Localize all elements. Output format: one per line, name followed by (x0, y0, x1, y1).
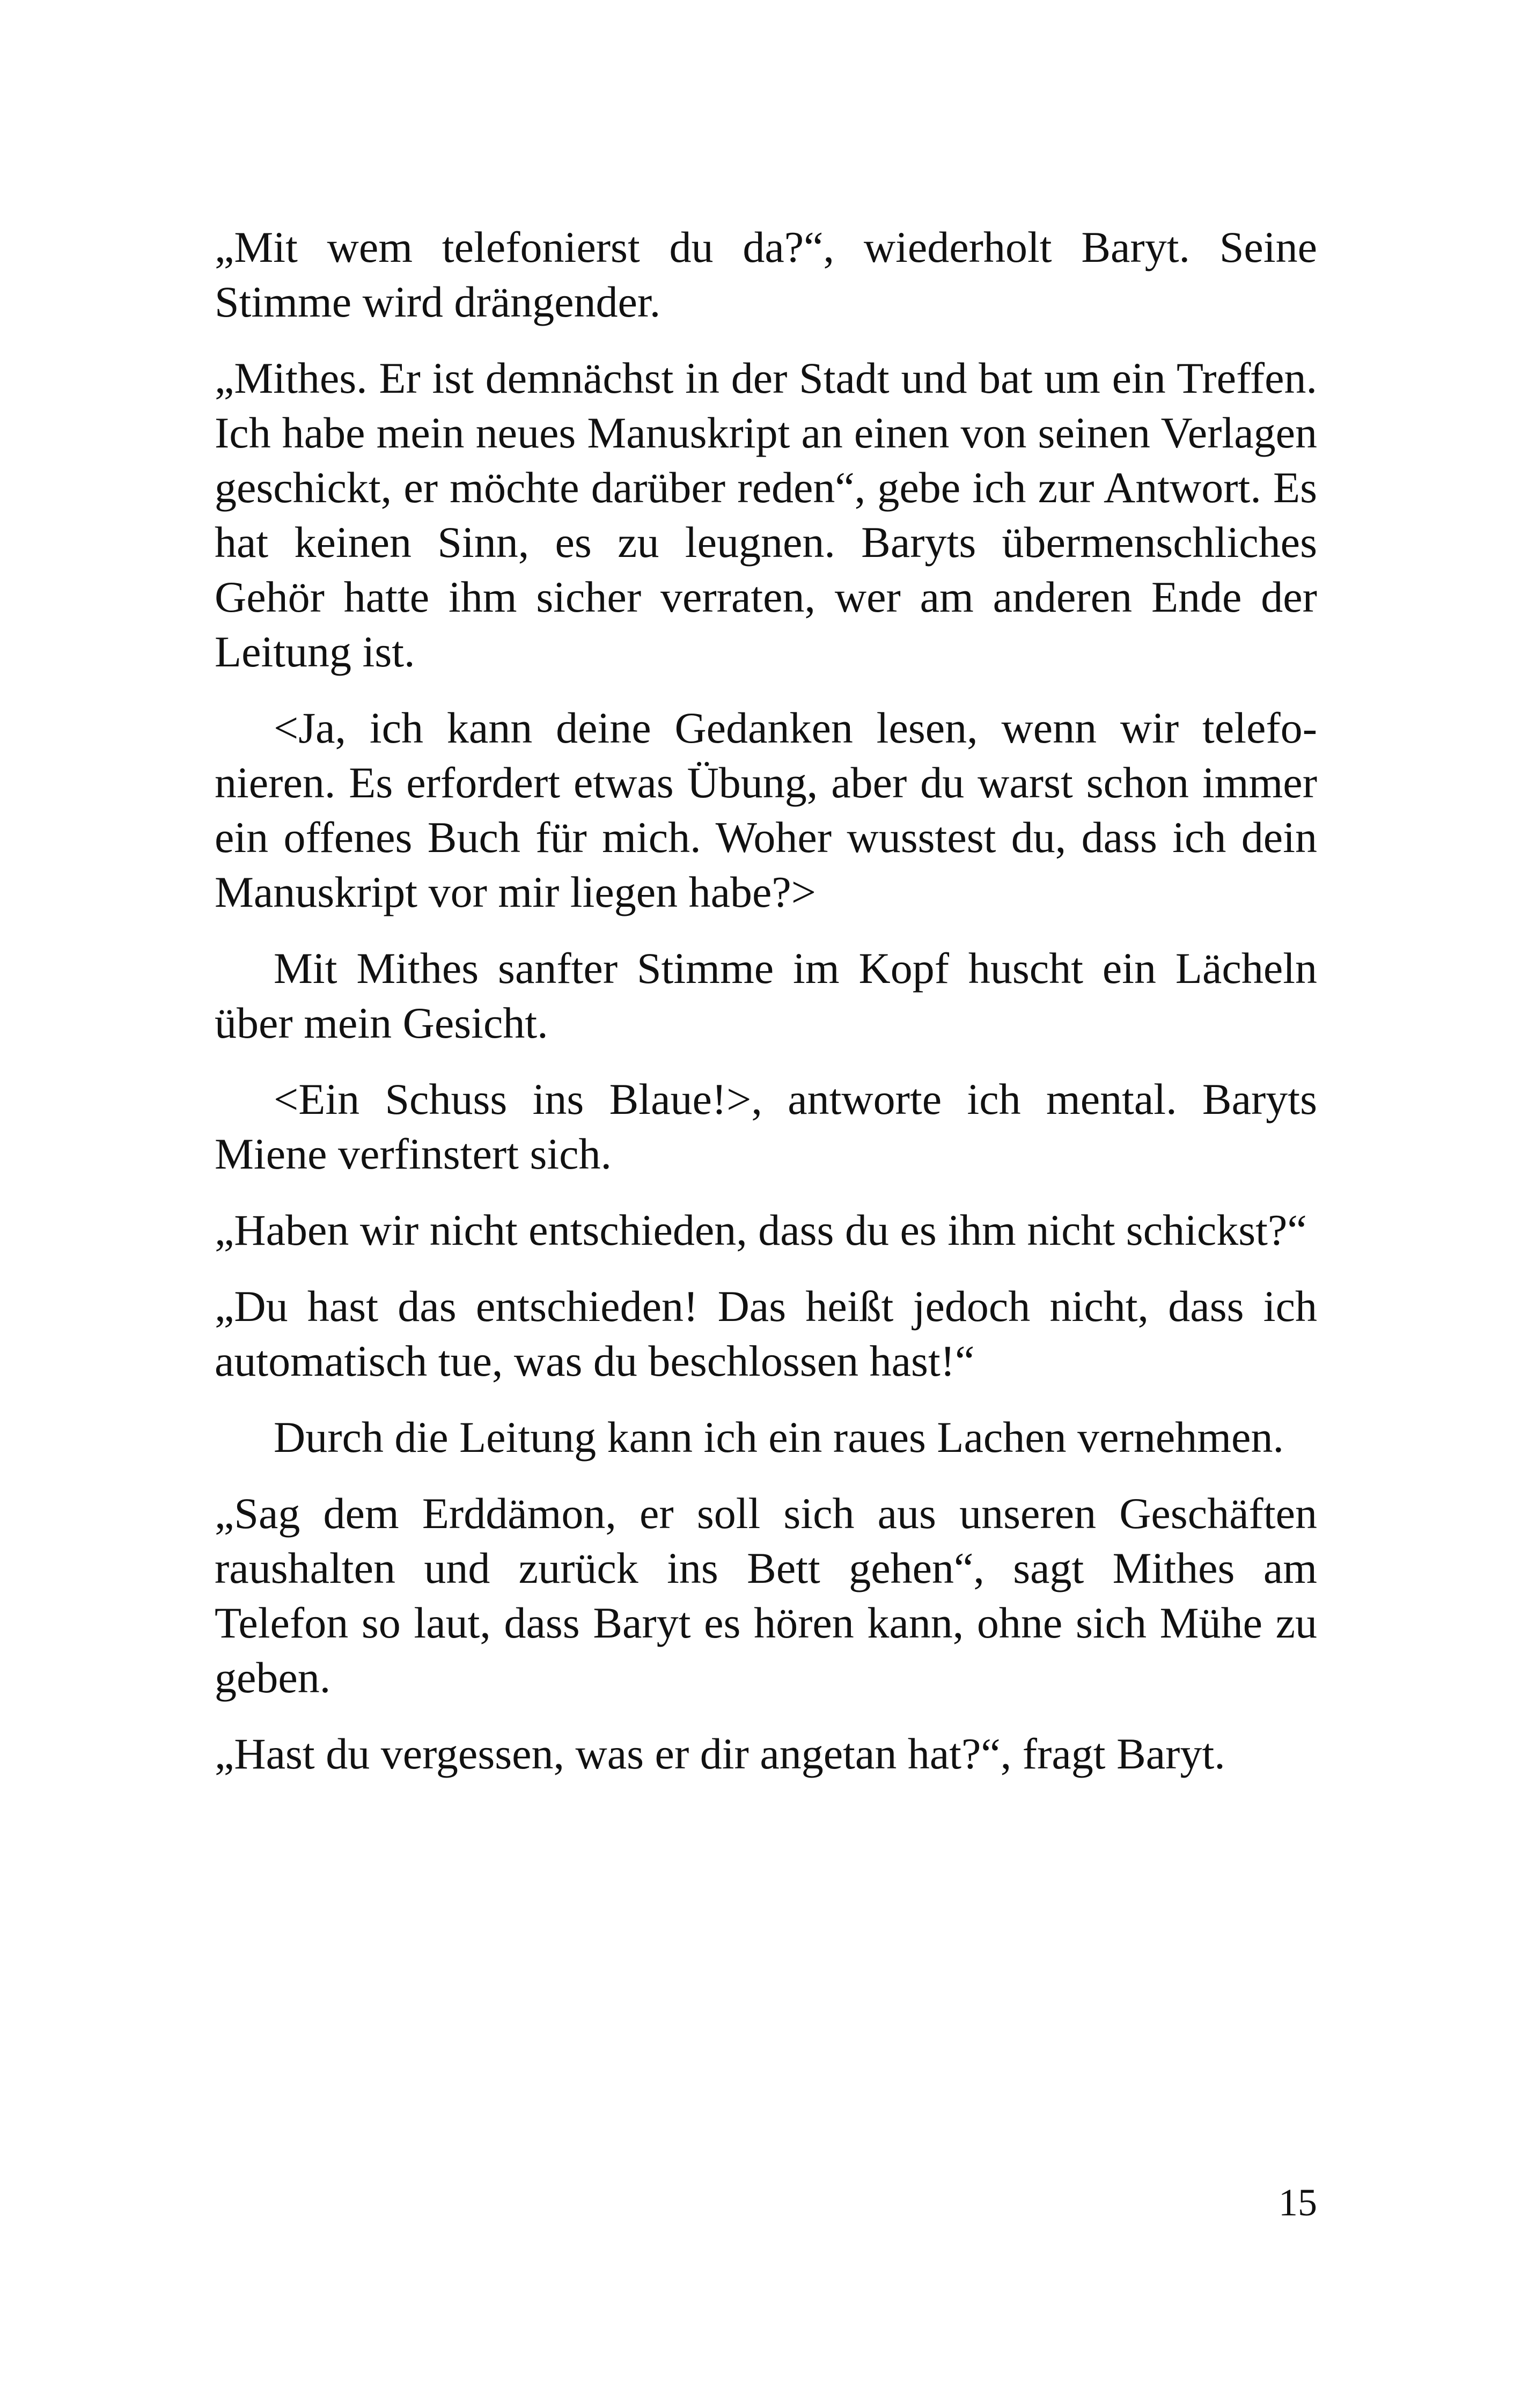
page-number: 15 (1278, 2181, 1317, 2224)
paragraph-1: „Mit wem telefonierst du da?“, wiederholt Baryt. Seine Stimme wird drängender. (215, 223, 1317, 326)
paragraph-3: <Ja, ich kann deine Gedanken lesen, wenn wir telefonieren. Es erfordert etwas Übung, aber du warst schon immer ein offenes Buch für mich. Woher wusstest du, dass ich dein Manuskript vor mir liegen habe?> (215, 703, 1317, 916)
paragraph-6: „Haben wir nicht entschieden, dass du es ihm nicht schickst?“ (215, 1206, 1307, 1254)
paragraph-5: <Ein Schuss ins Blaue!>, antworte ich mental. Baryts Miene verfinstert sich. (215, 1075, 1317, 1178)
paragraph-9: „Sag dem Erddämon, er soll sich aus unseren Geschäften raushalten und zurück ins Bett gehen“, sagt Mithes am Telefon so laut, dass Baryt es hören kann, ohne sich Mühe zu geben. (215, 1489, 1317, 1702)
paragraph-10: „Hast du vergessen, was er dir angetan hat?“, fragt Baryt. (215, 1729, 1225, 1778)
body-text (215, 220, 1317, 1803)
paragraph-8: Durch die Leitung kann ich ein raues Lachen vernehmen. (274, 1413, 1284, 1462)
paragraph-2: „Mithes. Er ist demnächst in der Stadt und bat um ein Treffen. Ich habe mein neues Manuskript an einen von seinen Verlagen geschickt, er möchte darüber reden“, gebe ich zur Antwort. Es hat keinen Sinn, es zu leugnen. Baryts übermenschliches Gehör hatte ihm sicher verraten, wer am anderen Ende der Leitung ist. (215, 354, 1317, 676)
paragraph-7: „Du hast das entschieden! Das heißt jedoch nicht, dass ich automatisch tue, was du beschlossen hast!“ (215, 1282, 1317, 1385)
paragraph-4: Mit Mithes sanfter Stimme im Kopf huscht ein Lächeln über mein Gesicht. (215, 944, 1317, 1047)
